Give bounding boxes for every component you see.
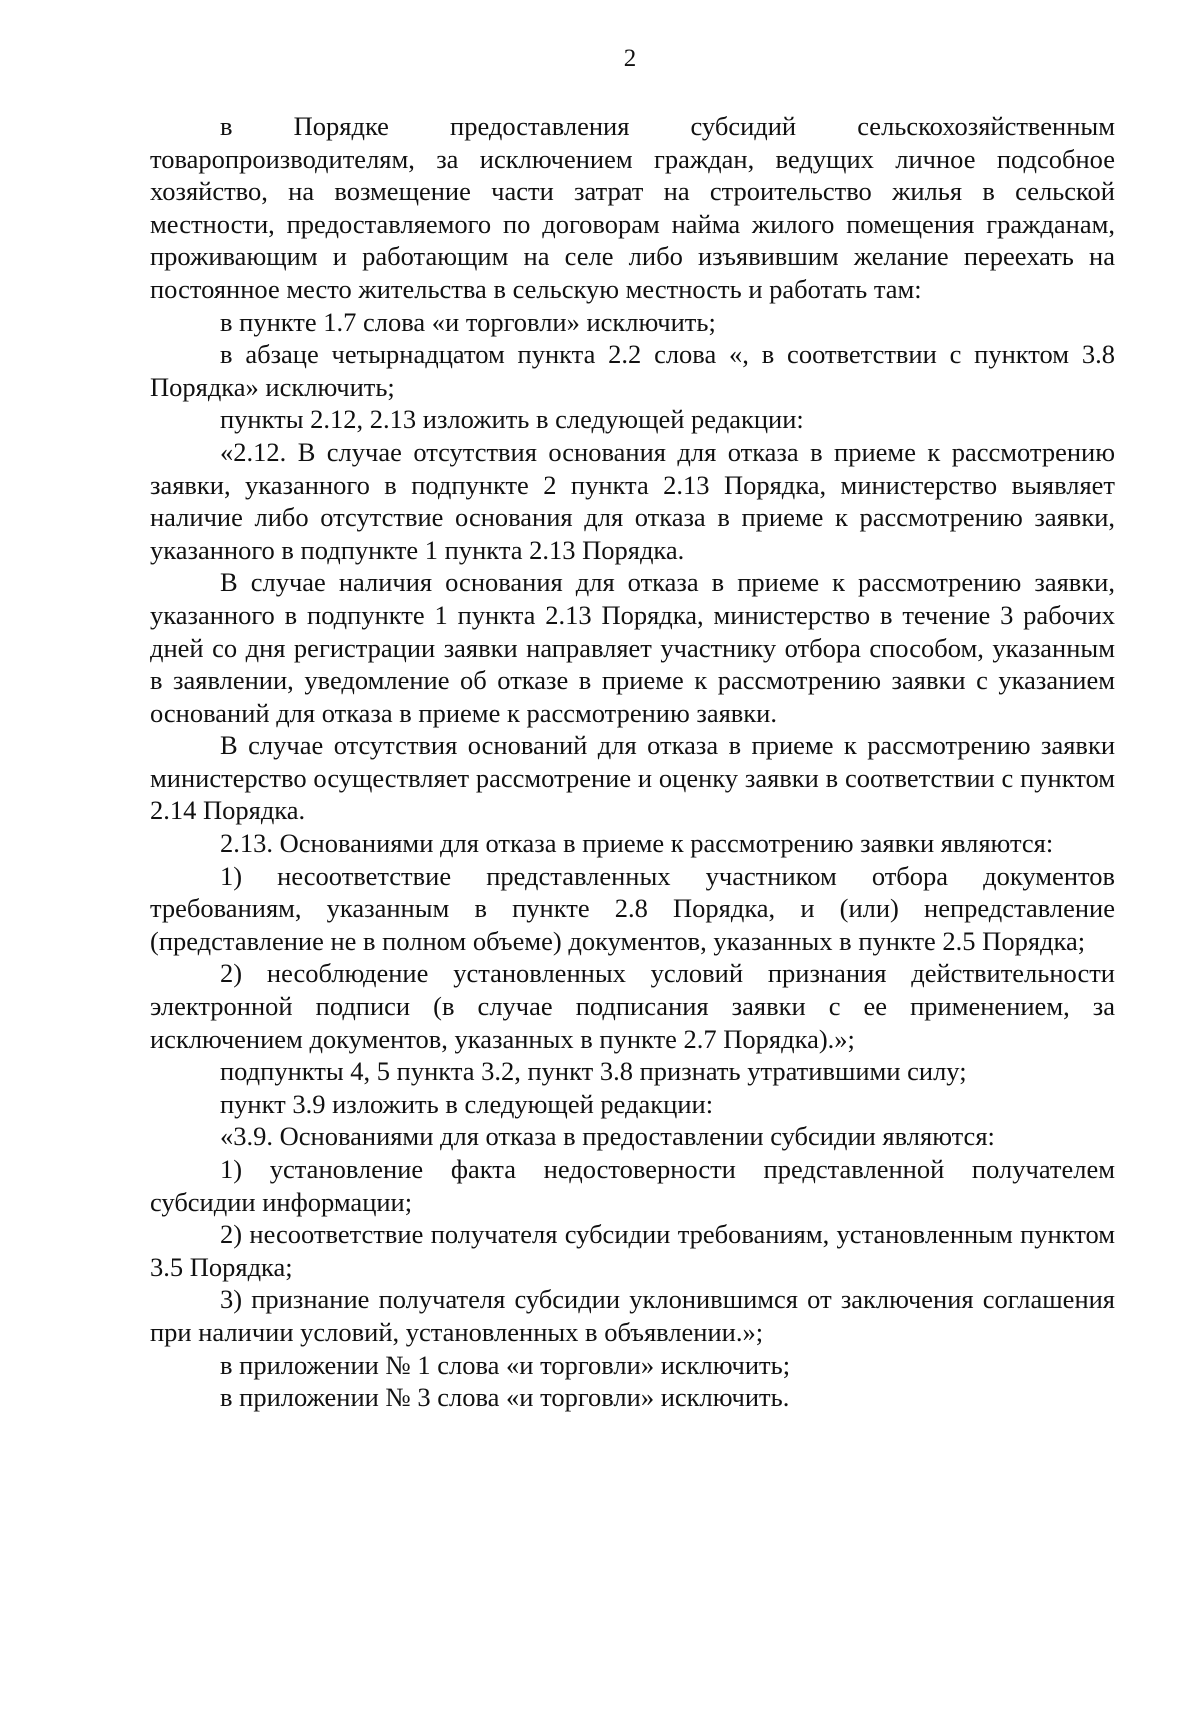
paragraph: В случае наличия основания для отказа в приеме к рассмотрению заявки, указанного в подпункте 1 пункта 2.13 Порядка, министерство в течение 3 рабочих дней со дня регистрации заявки направляет участнику отбора способом, указанным в заявлении, уведомление об отказе в приеме к рассмотрению заявки с указанием оснований для отказа в приеме к рассмотрению заявки. [150, 567, 1115, 728]
paragraph-clause-2-12: «2.12. В случае отсутствия основания для отказа в приеме к рассмотрению заявки, указанного в подпункте 2 пункта 2.13 Порядка, министерство выявляет наличие либо отсутствие основания для отказа в приеме к рассмотрению заявки, указанного в подпункте 1 пункта 2.13 Порядка. [150, 436, 1115, 565]
list-item: 3) признание получателя субсидии уклонившимся от заключения соглашения при наличии условий, установленных в объявлении.»; [150, 1284, 1115, 1347]
paragraph: пункты 2.12, 2.13 изложить в следующей редакции: [220, 404, 804, 435]
paragraph-intro: в Порядке предоставления субсидий сельскохозяйственным товаропроизводителям, за исключением граждан, ведущих личное подсобное хозяйство, на возмещение части затрат на строительство жилья в сельской местности, предоставляемого по договорам найма жилого помещения гражданам, проживающим и работающим на селе либо изъявившим желание переехать на постоянное место жительства в сельскую местность и работать там: [150, 111, 1115, 304]
document-body [150, 110, 1115, 1414]
paragraph: в пункте 1.7 слова «и торговли» исключить; [220, 306, 716, 337]
paragraph-clause-3-9: «3.9. Основаниями для отказа в предоставлении субсидии являются: [220, 1121, 995, 1152]
paragraph: в абзаце четырнадцатом пункта 2.2 слова «, в соответствии с пунктом 3.8 Порядка» исключить; [150, 339, 1115, 402]
list-item: 1) установление факта недостоверности представленной получателем субсидии информации; [150, 1154, 1115, 1217]
list-item: 2) несоответствие получателя субсидии требованиям, установленным пунктом 3.5 Порядка; [150, 1219, 1115, 1282]
paragraph: в приложении № 1 слова «и торговли» исключить; [220, 1349, 791, 1380]
list-item: 1) несоответствие представленных участником отбора документов требованиям, указанным в пункте 2.8 Порядка, и (или) непредставление (представление не в полном объеме) документов, указанных в пункте 2.5 Порядка; [150, 860, 1115, 956]
page-number: 2 [623, 45, 637, 72]
paragraph: подпункты 4, 5 пункта 3.2, пункт 3.8 признать утратившими силу; [220, 1056, 967, 1087]
list-item: 2) несоблюдение установленных условий признания действительности электронной подписи (в случае подписания заявки с ее применением, за исключением документов, указанных в пункте 2.7 Порядка).»; [150, 958, 1115, 1054]
paragraph: В случае отсутствия оснований для отказа в приеме к рассмотрению заявки министерство осуществляет рассмотрение и оценку заявки в соответствии с пунктом 2.14 Порядка. [150, 730, 1115, 826]
paragraph-clause-2-13: 2.13. Основаниями для отказа в приеме к рассмотрению заявки являются: [220, 828, 1054, 859]
paragraph: в приложении № 3 слова «и торговли» исключить. [220, 1382, 790, 1413]
paragraph: пункт 3.9 изложить в следующей редакции: [220, 1088, 714, 1119]
